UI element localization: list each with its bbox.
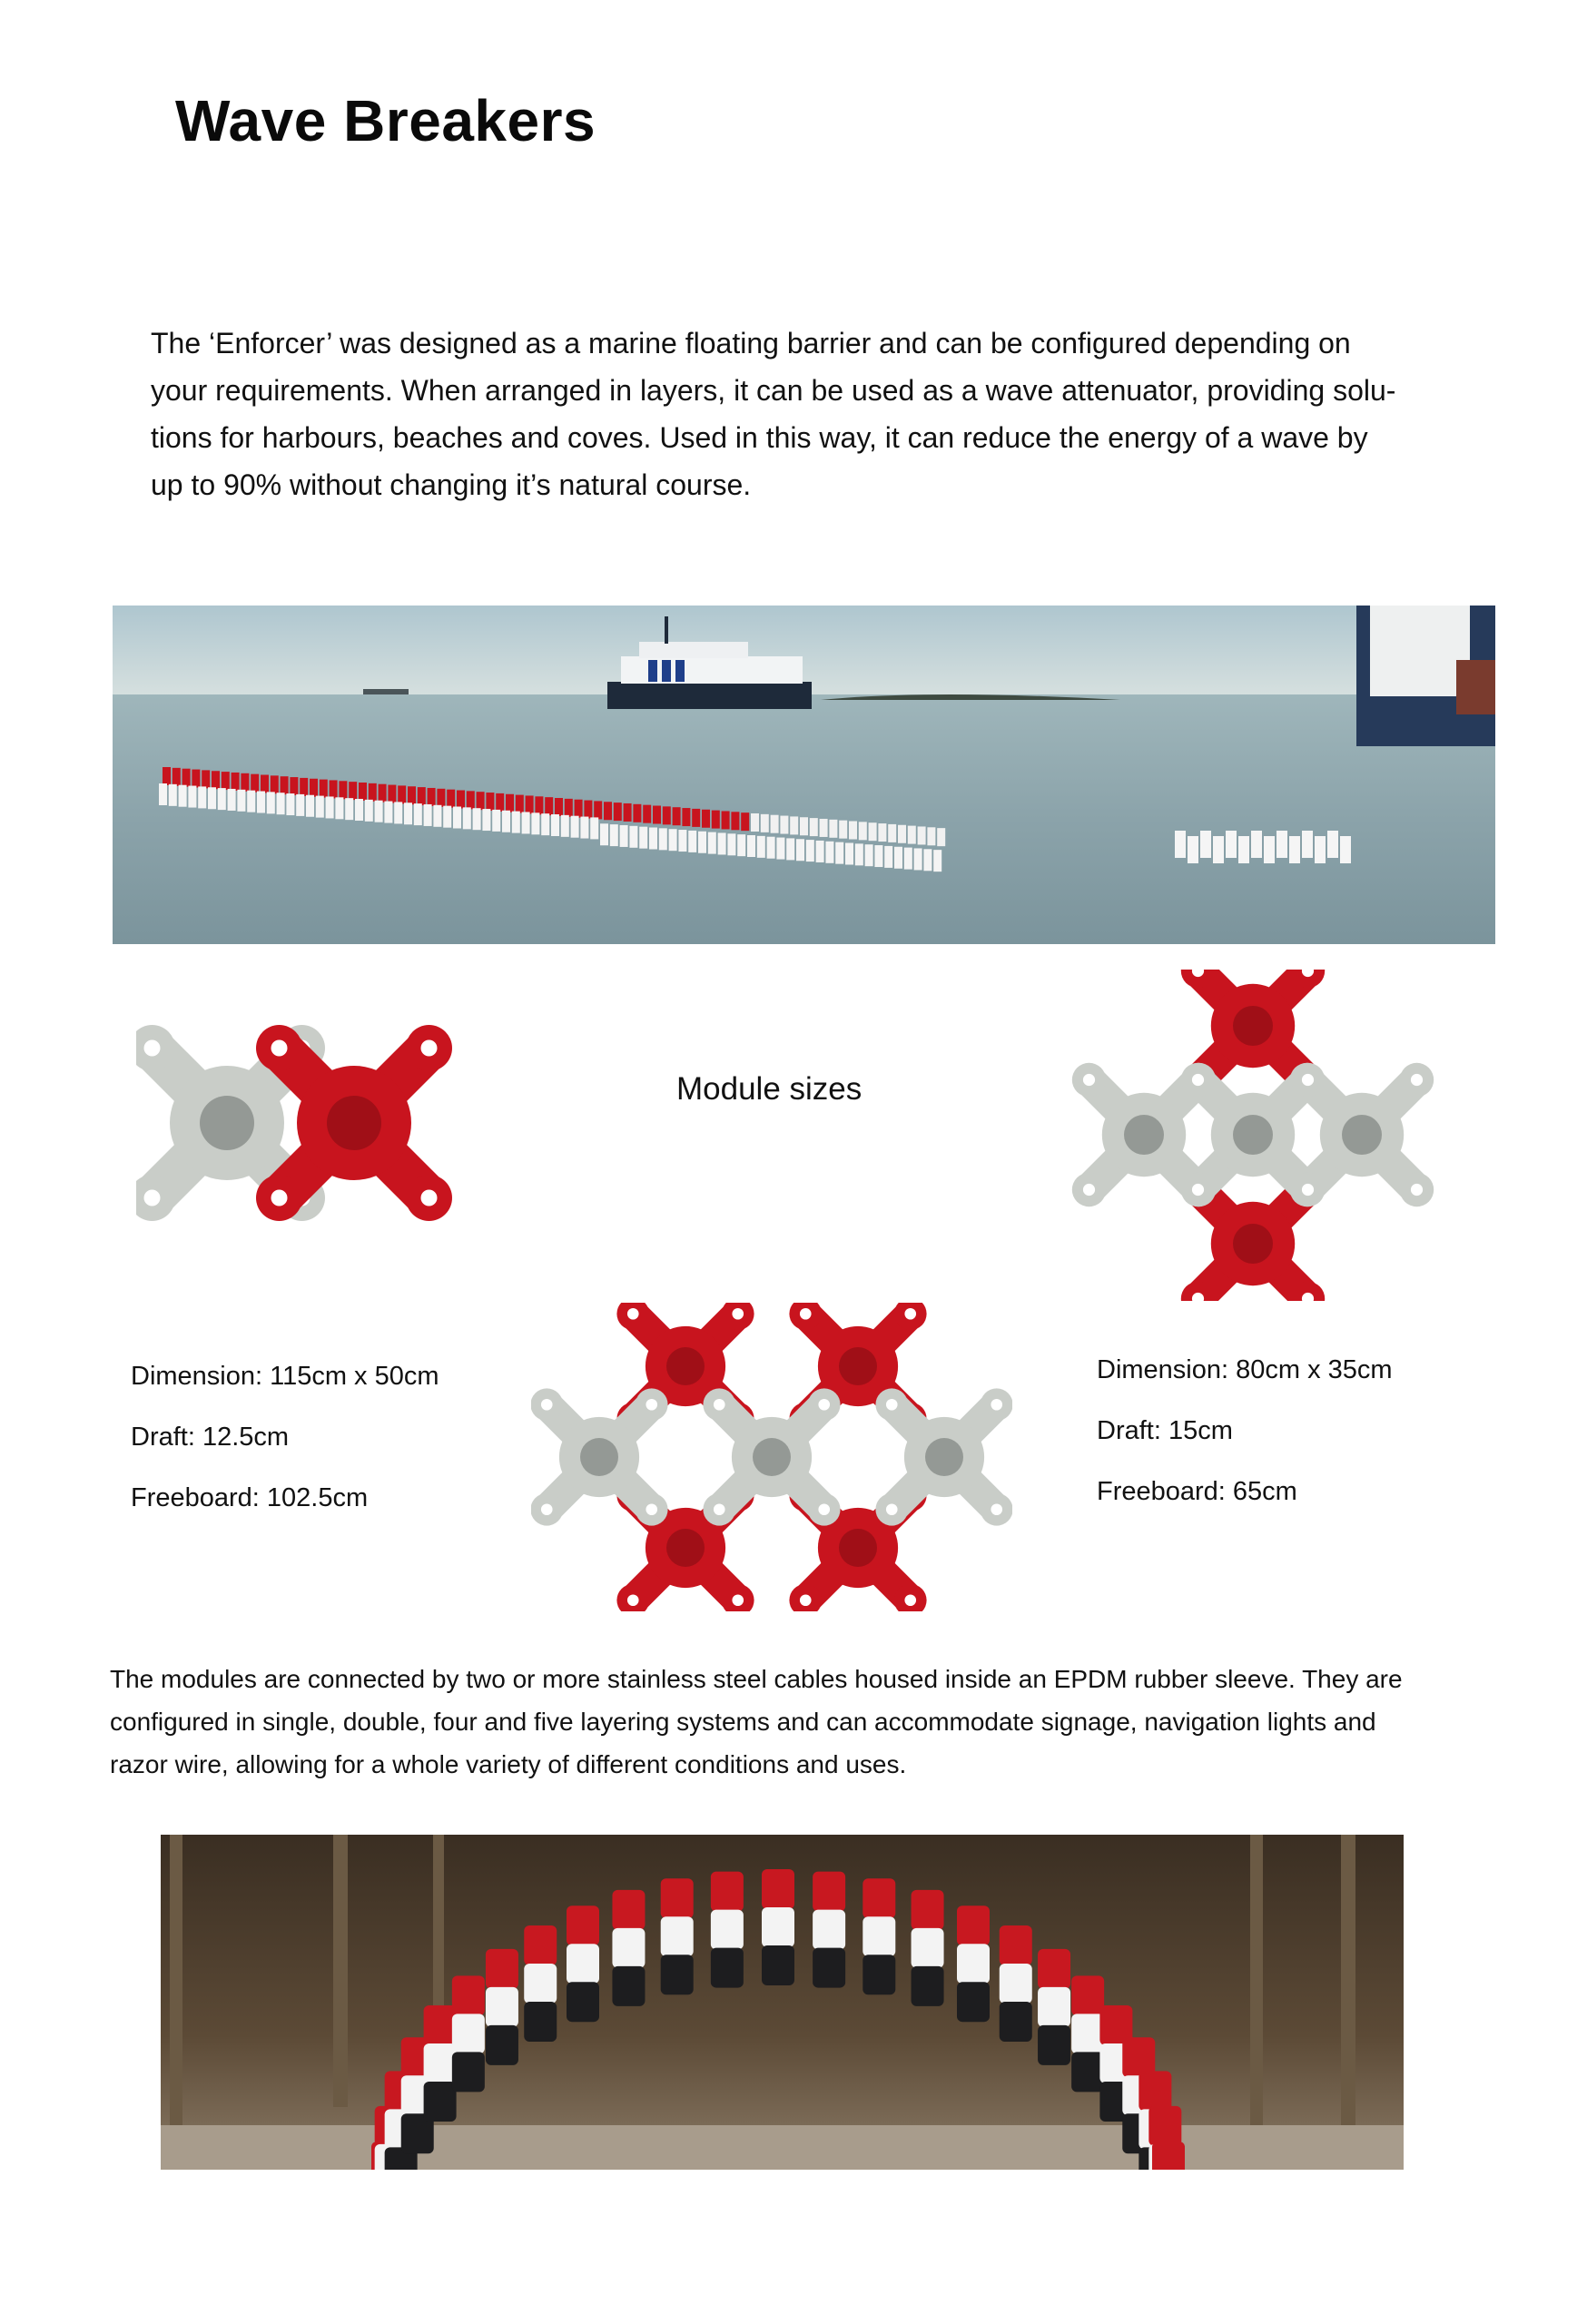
barrier-module bbox=[179, 785, 187, 807]
barrier-module bbox=[477, 792, 485, 810]
barrier-module bbox=[908, 826, 916, 844]
barrier-module bbox=[261, 775, 269, 793]
barrier-module bbox=[629, 826, 637, 848]
barrier-module bbox=[806, 840, 814, 862]
hanging-module bbox=[424, 2043, 457, 2083]
hanging-module bbox=[813, 1910, 845, 1950]
barrier-module bbox=[526, 795, 534, 813]
warehouse-floor bbox=[161, 2125, 1404, 2170]
connection-paragraph bbox=[110, 1658, 1490, 1786]
barrier-module bbox=[786, 838, 794, 860]
barrier-module bbox=[1238, 836, 1249, 863]
grey-module bbox=[1181, 1063, 1325, 1206]
barrier-module bbox=[208, 787, 216, 809]
spec-draft: Draft: 15cm bbox=[1097, 1416, 1233, 1445]
barrier-module bbox=[898, 825, 906, 843]
barrier-module bbox=[888, 824, 896, 842]
barrier-module bbox=[923, 849, 932, 871]
hanging-module bbox=[862, 1955, 895, 1994]
barrier-module bbox=[247, 791, 255, 812]
barrier-module bbox=[918, 826, 926, 844]
barrier-module bbox=[894, 847, 902, 869]
outro-line: configured in single, double, four and five layering systems and can accommodate signage, navigation lights and bbox=[110, 1708, 1376, 1736]
spec-dimension: Dimension: 115cm x 50cm bbox=[131, 1362, 439, 1391]
module-image-lattice bbox=[531, 1303, 1012, 1611]
barrier-module bbox=[669, 829, 677, 851]
barrier-module bbox=[604, 802, 612, 820]
hanging-module bbox=[1038, 2025, 1070, 2065]
barrier-module bbox=[1213, 836, 1224, 863]
spec-freeboard: Freeboard: 65cm bbox=[1097, 1477, 1297, 1506]
barrier-module bbox=[286, 793, 294, 815]
hanging-module bbox=[912, 1928, 944, 1968]
distant-ship bbox=[363, 689, 409, 694]
barrier-module bbox=[188, 786, 196, 808]
barrier-module bbox=[790, 816, 798, 834]
barrier-module bbox=[829, 820, 837, 838]
barrier-module bbox=[855, 843, 863, 865]
barrier-module bbox=[584, 801, 592, 819]
hanging-module bbox=[524, 2002, 557, 2042]
spec-draft: Draft: 12.5cm bbox=[131, 1423, 290, 1452]
barrier-module bbox=[320, 780, 328, 798]
barrier-module bbox=[869, 822, 877, 841]
barrier-module bbox=[614, 803, 622, 821]
hanging-module bbox=[1038, 1987, 1070, 2027]
hanging-module bbox=[661, 1916, 694, 1956]
barrier-module bbox=[722, 811, 730, 829]
barrier-module bbox=[600, 823, 608, 845]
barrier-module bbox=[904, 848, 912, 870]
barrier-module bbox=[257, 792, 265, 813]
barrier-module bbox=[482, 809, 490, 831]
barrier-module bbox=[277, 793, 285, 814]
warehouse-photo bbox=[161, 1835, 1404, 2170]
barrier-module bbox=[692, 809, 700, 827]
barrier-module bbox=[355, 799, 363, 821]
hanging-module bbox=[1071, 2014, 1104, 2053]
hanging-module bbox=[1000, 1964, 1032, 2004]
sea-barrier-photo bbox=[113, 606, 1495, 944]
barrier-module bbox=[306, 795, 314, 817]
grey-module bbox=[703, 1388, 840, 1525]
barrier-module bbox=[365, 800, 373, 822]
barrier-module bbox=[865, 844, 873, 866]
barrier-module bbox=[1327, 831, 1338, 858]
hanging-module bbox=[424, 2082, 457, 2122]
module-sizes-label: Module sizes bbox=[676, 1071, 862, 1107]
barrier-module bbox=[1315, 836, 1326, 863]
intro-line: your requirements. When arranged in layers, it can be used as a wave attenuator, providing solu- bbox=[151, 374, 1396, 407]
barrier-module bbox=[653, 806, 661, 824]
barrier-module bbox=[780, 816, 788, 834]
barrier-module bbox=[545, 797, 553, 815]
hanging-module bbox=[567, 1982, 599, 2022]
barrier-module bbox=[878, 823, 886, 842]
barrier-module bbox=[453, 807, 461, 829]
barrier-module bbox=[541, 813, 549, 835]
barrier-module bbox=[212, 771, 220, 789]
barrier-module bbox=[590, 817, 598, 839]
barrier-module bbox=[359, 783, 367, 801]
hanging-module bbox=[762, 1869, 794, 1909]
hanging-module bbox=[957, 1982, 990, 2022]
hanging-module bbox=[912, 1966, 944, 2006]
barrier-module bbox=[914, 848, 922, 870]
barrier-module bbox=[845, 843, 853, 865]
intro-paragraph bbox=[151, 320, 1476, 508]
barrier-module bbox=[874, 845, 882, 867]
barrier-module bbox=[443, 806, 451, 828]
barrier-module bbox=[326, 796, 334, 818]
barrier-module bbox=[727, 833, 735, 855]
barrier-module bbox=[933, 850, 941, 872]
barrier-module bbox=[555, 798, 563, 816]
barrier-module bbox=[316, 796, 324, 818]
barrier-module bbox=[561, 815, 569, 837]
hanging-module bbox=[452, 1975, 485, 2015]
barrier-module bbox=[839, 821, 847, 839]
barrier-module bbox=[571, 816, 579, 838]
hanging-module bbox=[1138, 2071, 1171, 2111]
barrier-module bbox=[251, 774, 259, 793]
barrier-module bbox=[1289, 836, 1300, 863]
barrier-module bbox=[202, 770, 210, 788]
barrier-module bbox=[682, 808, 690, 826]
hanging-module bbox=[567, 1944, 599, 1984]
grey-module bbox=[531, 1388, 668, 1525]
barrier-module bbox=[884, 846, 892, 868]
barrier-module bbox=[1264, 836, 1275, 863]
barrier-module bbox=[414, 803, 422, 825]
barrier-module bbox=[232, 773, 240, 791]
barrier-module bbox=[649, 828, 657, 850]
barrier-module bbox=[580, 817, 588, 839]
barrier-module bbox=[849, 822, 857, 840]
barrier-module bbox=[531, 812, 539, 834]
barrier-module bbox=[437, 789, 445, 807]
barrier-module bbox=[267, 792, 275, 813]
hanging-module bbox=[813, 1872, 845, 1912]
barrier-module bbox=[457, 791, 465, 809]
barrier-module bbox=[394, 802, 402, 823]
barrier-module bbox=[172, 768, 181, 786]
barrier-module bbox=[659, 828, 667, 850]
hanging-module bbox=[1038, 1949, 1070, 1989]
barrier-module bbox=[633, 804, 641, 822]
barrier-module bbox=[502, 811, 510, 832]
spec-freeboard: Freeboard: 102.5cm bbox=[131, 1483, 369, 1512]
barrier-module bbox=[192, 770, 200, 788]
module-image-small bbox=[1071, 970, 1444, 1301]
hanging-module bbox=[612, 1928, 645, 1968]
hanging-module bbox=[661, 1955, 694, 1994]
barrier-module bbox=[388, 785, 396, 803]
hanging-module bbox=[452, 2052, 485, 2092]
barrier-module bbox=[198, 786, 206, 808]
barrier-module bbox=[624, 803, 632, 822]
barrier-module bbox=[1188, 836, 1198, 863]
outro-line: razor wire, allowing for a whole variety of different conditions and uses. bbox=[110, 1750, 907, 1778]
barrier-module bbox=[492, 810, 500, 832]
barrier-module bbox=[522, 812, 530, 833]
barrier-module bbox=[747, 835, 755, 857]
barrier-module bbox=[761, 814, 769, 832]
hanging-module bbox=[912, 1890, 944, 1930]
barrier-module bbox=[345, 798, 353, 820]
barrier-module bbox=[1276, 831, 1287, 858]
barrier-module bbox=[369, 783, 377, 802]
hanging-module bbox=[957, 1905, 990, 1945]
barrier-module bbox=[551, 814, 559, 836]
barrier-module bbox=[300, 778, 308, 796]
hanging-module bbox=[1148, 2106, 1181, 2146]
barrier-module bbox=[463, 807, 471, 829]
barrier-module bbox=[486, 793, 494, 811]
barrier-module bbox=[512, 812, 520, 833]
barrier-module bbox=[408, 786, 416, 804]
cargo-ship bbox=[1356, 606, 1495, 746]
barrier-module bbox=[424, 804, 432, 826]
hanging-module bbox=[711, 1872, 744, 1912]
barrier-module bbox=[816, 841, 824, 862]
grey-module bbox=[875, 1388, 1012, 1525]
barrier-module bbox=[1302, 831, 1313, 858]
barrier-module bbox=[398, 785, 406, 803]
barrier-module bbox=[937, 828, 945, 846]
barrier-module bbox=[237, 790, 245, 812]
barrier-module bbox=[643, 805, 651, 823]
barrier-module bbox=[575, 800, 583, 818]
barrier-module bbox=[712, 811, 720, 829]
hanging-module bbox=[424, 2005, 457, 2045]
hanging-module bbox=[862, 1916, 895, 1956]
barrier-module bbox=[163, 767, 171, 785]
hanging-module bbox=[486, 1987, 518, 2027]
barrier-module bbox=[820, 819, 828, 837]
hanging-module bbox=[661, 1878, 694, 1918]
barrier-module bbox=[433, 805, 441, 827]
barrier-module bbox=[384, 802, 392, 823]
barrier-module bbox=[620, 825, 628, 847]
barrier-module bbox=[673, 807, 681, 825]
barrier-module bbox=[810, 818, 818, 836]
hanging-module bbox=[1152, 2142, 1185, 2170]
barrier-module bbox=[767, 837, 775, 859]
barrier-module bbox=[228, 789, 236, 811]
barrier-module bbox=[1226, 831, 1237, 858]
hanging-module bbox=[1000, 1925, 1032, 1965]
barrier-module bbox=[751, 813, 759, 832]
barrier-module bbox=[1251, 831, 1262, 858]
barrier-module bbox=[330, 780, 338, 798]
barrier-module bbox=[375, 801, 383, 822]
outro-line: The modules are connected by two or more stainless steel cables housed inside an EPDM rubber sleeve. They are bbox=[110, 1665, 1403, 1693]
hanging-module bbox=[862, 1878, 895, 1918]
hanging-module bbox=[711, 1948, 744, 1988]
barrier-module bbox=[708, 832, 716, 854]
barrier-module bbox=[222, 772, 230, 790]
hanging-module bbox=[711, 1910, 744, 1950]
barrier-module bbox=[1200, 831, 1211, 858]
hanging-module bbox=[567, 1905, 599, 1945]
barrier-module bbox=[169, 784, 177, 806]
hanging-module bbox=[813, 1948, 845, 1988]
barrier-module bbox=[800, 817, 808, 835]
intro-line: The ‘Enforcer’ was designed as a marine floating barrier and can be configured depending on bbox=[151, 327, 1351, 359]
red-module bbox=[256, 1025, 452, 1221]
barrier-module bbox=[496, 793, 504, 812]
barrier-module bbox=[927, 827, 935, 845]
barrier-module bbox=[241, 773, 249, 792]
barrier-module bbox=[678, 830, 686, 852]
page-title: Wave Breakers bbox=[175, 88, 596, 153]
barrier-module bbox=[698, 832, 706, 853]
barrier-module bbox=[859, 822, 867, 840]
barrier-module bbox=[702, 810, 710, 828]
barrier-module bbox=[731, 812, 739, 830]
barrier-module bbox=[447, 790, 455, 808]
barrier-module bbox=[516, 795, 524, 813]
hanging-module bbox=[524, 1925, 557, 1965]
hanging-module bbox=[1000, 2002, 1032, 2042]
barrier-module bbox=[771, 815, 779, 833]
hanging-module bbox=[486, 2025, 518, 2065]
barrier-module bbox=[688, 831, 696, 852]
barrier-module bbox=[565, 799, 573, 817]
barrier-module bbox=[428, 788, 436, 806]
hanging-module bbox=[762, 1945, 794, 1985]
intro-line: tions for harbours, beaches and coves. Used in this way, it can reduce the energy of a wave by bbox=[151, 421, 1368, 454]
barrier-module bbox=[639, 827, 647, 849]
hanging-module bbox=[762, 1907, 794, 1947]
barrier-module bbox=[159, 783, 167, 805]
barrier-module bbox=[182, 769, 191, 787]
barrier-module bbox=[335, 797, 343, 819]
barrier-module bbox=[218, 788, 226, 810]
hanging-module bbox=[612, 1890, 645, 1930]
hanging-module bbox=[1071, 2052, 1104, 2092]
barrier-module bbox=[757, 836, 765, 858]
barrier-module bbox=[741, 812, 749, 831]
barrier-module bbox=[796, 839, 804, 861]
module-image-large bbox=[136, 1021, 463, 1226]
barrier-module bbox=[663, 806, 671, 824]
spec-dimension: Dimension: 80cm x 35cm bbox=[1097, 1355, 1393, 1384]
barrier-module bbox=[737, 834, 745, 856]
barrier-module bbox=[835, 842, 843, 864]
hanging-module bbox=[524, 1964, 557, 2004]
barrier-module bbox=[825, 842, 833, 863]
barrier-module bbox=[281, 776, 289, 794]
barrier-module bbox=[473, 808, 481, 830]
hanging-module bbox=[486, 1949, 518, 1989]
hanging-module bbox=[957, 1944, 990, 1984]
barrier-module bbox=[535, 796, 543, 814]
barrier-module bbox=[418, 787, 426, 805]
barrier-module bbox=[776, 838, 784, 860]
barrier-module bbox=[594, 801, 602, 819]
barrier-module bbox=[506, 794, 514, 812]
barrier-module bbox=[271, 775, 279, 793]
barrier-module bbox=[467, 791, 475, 809]
barrier-module bbox=[404, 803, 412, 824]
barrier-module bbox=[310, 779, 318, 797]
barrier-module bbox=[1175, 831, 1186, 858]
barrier-module bbox=[296, 794, 304, 816]
hanging-module bbox=[1071, 1975, 1104, 2015]
intro-line: up to 90% without changing it’s natural course. bbox=[151, 468, 752, 501]
hanging-module bbox=[612, 1966, 645, 2006]
barrier-module bbox=[1340, 836, 1351, 863]
barrier-module bbox=[349, 782, 357, 800]
barrier-module bbox=[718, 832, 726, 854]
barrier-module bbox=[339, 781, 347, 799]
barrier-module bbox=[610, 824, 618, 846]
barrier-module bbox=[290, 777, 298, 795]
barrier-module bbox=[379, 784, 387, 803]
hanging-module bbox=[452, 2014, 485, 2053]
